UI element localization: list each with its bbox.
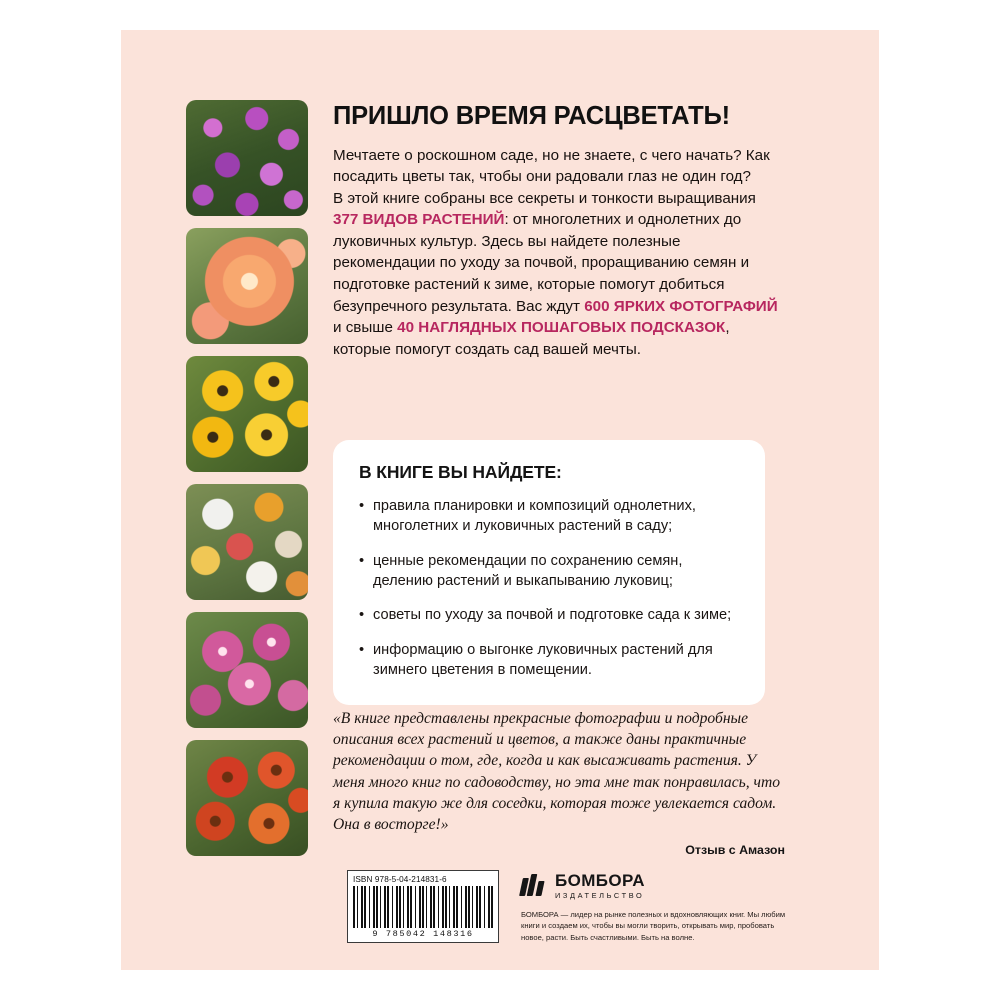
contents-list [359,497,739,681]
purple-petunias-photo [186,100,308,216]
publisher-name: БОМБОРА [555,871,645,890]
barcode-icon [353,886,493,928]
list-item: • ценные рекомендации по сохранению семян, делению растений и выкапыванию луковиц; [359,552,739,592]
publisher-subtitle: ИЗДАТЕЛЬСТВО [555,891,645,900]
list-item: • советы по уходу за почвой и подготовке сада к зиме; [359,606,739,626]
contents-card-title: В КНИГЕ ВЫ НАЙДЕТЕ: [359,462,562,482]
intro-text-d: , которые помогут создать сад вашей мечты. [333,319,730,358]
publisher-logo-row [521,872,793,900]
publisher-description: БОМБОРА — лидер на рынке полезных и вдохновляющих книг. Мы любим книги и создаем их, чтобы вы могли творить, открывать мир, пробовать новое, расти. Быть счастливыми. Быть на волне. [521,910,786,942]
isbn-barcode-block [347,870,499,943]
list-item: • правила планировки и композиций однолетних, многолетних и луковичных растений в саду; [359,497,739,537]
headline: ПРИШЛО ВРЕМЯ РАСЦВЕТАТЬ! [333,102,730,130]
contents-card [333,440,765,705]
highlight-tips-count: 40 НАГЛЯДНЫХ ПОШАГОВЫХ ПОДСКАЗОК [397,319,726,337]
barcode-digits: 9 785042 148316 [372,929,474,939]
pink-chrysanthemum-photo [186,612,308,728]
intro-text [333,145,783,361]
yellow-rudbeckia-photo [186,356,308,472]
intro-text-c: и свыше [333,319,398,337]
intro-block [333,102,783,360]
review-block [333,708,785,859]
intro-paragraph-2 [333,188,783,361]
isbn-text: ISBN 978-5-04-214831-6 [353,875,447,884]
bombora-logo-icon [521,874,547,898]
mixed-yarrow-photo [186,484,308,600]
review-attribution: Отзыв с Амазон [685,843,785,858]
review-text: «В книге представлены прекрасные фотографии и подробные описания всех растений и цветов, а также даны практичные рекомендации о том, где, когда и как высаживать растения. У меня много книг по садоводству, но эта мне так понравилась, что я купила такую же для соседки, которая тоже увлекается садом. Она в восторге!» [333,710,781,834]
intro-text-b: : от многолетних и однолетних до луковичных культур. Здесь вы найдете полезные рекомендации по уходу за почвой, проращиванию семян и подготовке растений к зиме, которые помогут добиться безупречного результата. Вас ждут [333,211,750,315]
book-back-cover [121,30,879,970]
red-helenium-photo [186,740,308,856]
photo-strip [186,100,308,856]
footer [347,870,793,943]
intro-paragraph-1: Мечтаете о роскошном саде, но не знаете, с чего начать? Как посадить цветы так, чтобы они радовали глаз не один год? [333,146,770,186]
highlight-species-count: 377 ВИДОВ РАСТЕНИЙ [333,211,505,229]
highlight-photos-count: 600 ЯРКИХ ФОТОГРАФИЙ [584,297,778,315]
peach-dahlia-photo [186,228,308,344]
publisher-block [521,870,793,943]
list-item: • информацию о выгонке луковичных растений для зимнего цветения в помещении. [359,641,739,681]
intro-text-a: В этой книге собраны все секреты и тонкости выращивания [333,189,756,207]
